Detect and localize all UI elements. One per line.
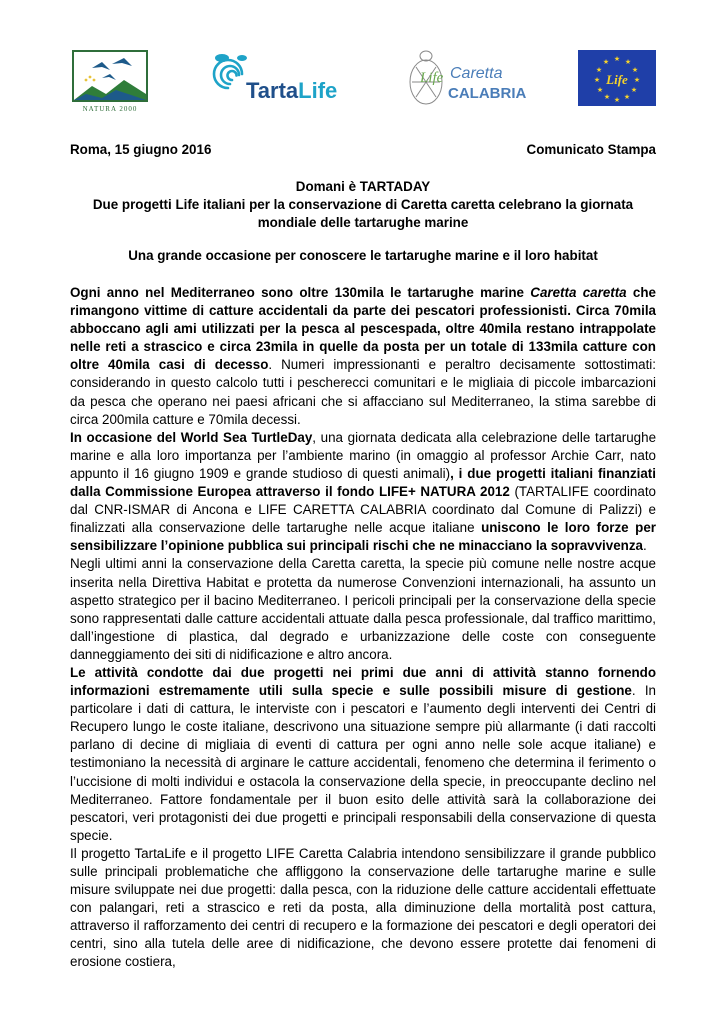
paragraph-3: Negli ultimi anni la conservazione della Caretta caretta, la specie più comune nelle nostre acque inserita nella Direttiva Habitat e protetta da numerose Convenzioni internazionali, ha assunto un aspetto strategico per il bacino Mediterraneo. I pericoli principali per la conservazione della specie sono rappresentati dalle catture accidentali attuate dalla pesca professionale, dal traffico marittimo, dall’ingestione di plastica, dal degrado e urbanizzazione delle coste con conseguente danneggiamento dei siti di nidificazione e altro ancora.	[70, 556, 656, 662]
svg-text:★: ★	[613, 96, 621, 104]
svg-text:★: ★	[623, 93, 631, 101]
caretta-line2: CALABRIA	[448, 85, 527, 102]
press-release-label: Comunicato Stampa	[526, 142, 656, 157]
tartalife-suffix: Life	[298, 78, 338, 103]
natura-caption: NATURA 2000	[82, 105, 138, 113]
caretta-calabria-logo	[406, 42, 527, 112]
paragraph-2: In occasione del World Sea TurtleDay, una giornata dedicata alla celebrazione delle tartarughe marine e alla loro importanza per l’ambiente marino (in omaggio al professor Archie Carr, nato appunto il 16 giugno 1909 e grande studioso di questi animali), i due progetti italiani finanziati dalla Commissione Europea attraverso il fondo LIFE+ NATURA 2012 (TARTALIFE coordinato dal CNR-ISMAR di Ancona e LIFE CARETTA CALABRIA coordinato dal Comune di Palizzi) e finalizzati alla conservazione delle tartarughe nelle acque italiane uniscono le loro forze per sensibilizzare l’opinione pubblica sui principali rischi che ne minacciano la sopravvivenza.	[70, 429, 657, 554]
svg-text:★: ★	[596, 86, 604, 94]
eu-life-logo	[578, 50, 656, 106]
svg-text:★: ★	[624, 58, 632, 66]
logo-bar	[0, 40, 724, 116]
paragraph-1: Ogni anno nel Mediterraneo sono oltre 130mila le tartarughe marine Caretta caretta che rimangono vittime di catture accidentali da parte dei pescatori professionisti. Circa 70mila abboccano agli ami utilizzati per la pesca al pescespada, oltre 40mila restano intrappolate nelle reti a strascico e circa 23mila in quelle da posta per un totale di 133mila catture con oltre 40mila casi di decesso. Numeri impressionanti e peraltro decisamente sottostimati: considerando in questo calcolo tutti i pescherecci comunitari e le migliaia di piccole imbarcazioni da pesca che operano nei paesi africani che si affacciano sul Mediterraneo, la stima sarebbe di circa 200mila catture e 70mila decessi.	[70, 285, 657, 427]
svg-text:★: ★	[593, 76, 601, 84]
svg-text:★: ★	[595, 66, 603, 74]
svg-text:★: ★	[631, 66, 639, 74]
svg-text:★: ★	[630, 86, 638, 94]
paragraph-5: Il progetto TartaLife e il progetto LIFE Caretta Calabria intendono sensibilizzare il grande pubblico sulle principali problematiche che affliggono la conservazione delle tartarughe marine e sulle misure sviluppate nei due progetti: dalla pesca, con la riduzione delle catture accidentali effettuate con palangari, reti a strascico e reti da posta, alla diminuzione della mortalità post cattura, attraverso il rafforzamento dei centri di recupero e la formazione dei pescatori e degli operatori dei centri, sino alla tutela delle aree di nidificazione, che devono essere protette dai fenomeni di erosione costiera,	[70, 845, 656, 970]
tartalife-logo	[208, 50, 338, 108]
article-body	[70, 284, 656, 972]
paragraph-4: Le attività condotte dai due progetti nei primi due anni di attività stanno fornendo informazioni estremamente utili sulla specie e sulle possibili misure di gestione. In particolare i dati di cattura, le interviste con i pescatori e l’aumento degli interventi dei Centri di Recupero lungo le coste italiane, descrivono una situazione sempre più allarmante (i dati raccolti parlano di decine di migliaia di eventi di cattura per ogni anno nelle sole acque italiane) e testimoniano la necessità di arginare le catture accidentali, fenomeno che determina il ferimento o l’uccisione di molti individui e ostacola la conservazione della specie, in preoccupante declino nel Mediterraneo. Fattore fondamentale per il buon esito delle attività sarà la collaborazione dei pescatori, veri protagonisti dei due progetti e principali responsabili della conservazione di questa specie.	[70, 664, 656, 843]
svg-text:★: ★	[602, 58, 610, 66]
headline	[70, 178, 656, 232]
headline-line1: Domani è TARTADAY	[295, 179, 431, 194]
caretta-script: Life	[420, 70, 444, 86]
tartalife-prefix: Tarta	[246, 78, 299, 103]
eu-life-script: Life	[606, 72, 628, 87]
press-date: Roma, 15 giugno 2016	[70, 142, 212, 157]
headline-line2: Due progetti Life italiani per la conservazione di Caretta caretta celebrano la giornata mondiale delle tartarughe marine	[92, 197, 634, 231]
svg-text:TartaLife	[246, 78, 337, 103]
caretta-line1: Caretta	[450, 65, 503, 82]
svg-text:★: ★	[603, 93, 611, 101]
svg-text:★: ★	[613, 55, 621, 63]
svg-text:★: ★	[633, 76, 641, 84]
subheadline: Una grande occasione per conoscere le tartarughe marine e il loro habitat	[128, 248, 598, 263]
natura2000-logo	[72, 50, 148, 114]
